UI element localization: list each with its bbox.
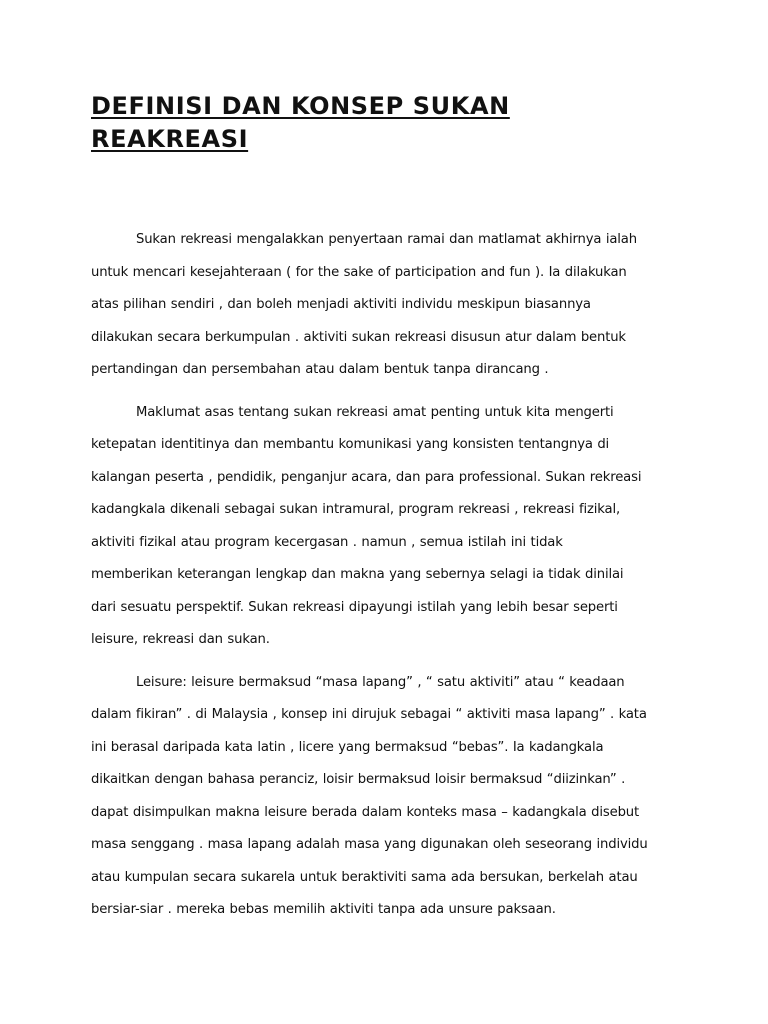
text-line: Leisure: leisure bermaksud “masa lapang” , “ satu aktiviti” atau “ keadaan [136, 674, 625, 690]
text-line: atau kumpulan secara sukarela untuk beraktiviti sama ada bersukan, berkelah atau [91, 869, 638, 885]
title-line-2: REAKREASI [91, 125, 249, 153]
paragraph-2 [91, 397, 691, 657]
text-line: dapat disimpulkan makna leisure berada dalam konteks masa – kadangkala disebut [91, 804, 640, 820]
text-line: dikaitkan dengan bahasa peranciz, loisir bermaksud loisir bermaksud “diizinkan” . [91, 772, 626, 787]
text-line: ini berasal daripada kata latin , licere yang bermaksud “bebas”. Ia kadangkala [91, 739, 604, 755]
text-line: Sukan rekreasi mengalakkan penyertaan ramai dan matlamat akhirnya ialah [136, 232, 637, 247]
text-line: dari sesuatu perspektif. Sukan rekreasi dipayungi istilah yang lebih besar seperti [91, 599, 618, 615]
text-line: Maklumat asas tentang sukan rekreasi amat penting untuk kita mengerti [136, 404, 614, 420]
text-line: kalangan peserta , pendidik, penganjur acara, dan para professional. Sukan rekreasi [91, 469, 642, 485]
paragraph-1 [91, 224, 691, 387]
title-line-1: DEFINISI DAN KONSEP SUKAN [91, 92, 510, 120]
text-line: untuk mencari kesejahteraan ( for the sake of participation and fun ). Ia dilakukan [91, 264, 627, 280]
page-title [91, 90, 651, 156]
text-line: kadangkala dikenali sebagai sukan intramural, program rekreasi , rekreasi fizikal, [91, 502, 620, 517]
text-line: aktiviti fizikal atau program kecergasan . namun , semua istilah ini tidak [91, 534, 563, 550]
text-line: atas pilihan sendiri , dan boleh menjadi aktiviti individu meskipun biasannya [91, 297, 591, 312]
text-line: leisure, rekreasi dan sukan. [91, 632, 270, 647]
text-line: pertandingan dan persembahan atau dalam bentuk tanpa dirancang . [91, 362, 549, 377]
paragraph-3 [91, 667, 691, 927]
text-line: dalam fikiran” . di Malaysia , konsep ini dirujuk sebagai “ aktiviti masa lapang” . kata [91, 707, 647, 722]
text-line: dilakukan secara berkumpulan . aktiviti sukan rekreasi disusun atur dalam bentuk [91, 329, 626, 345]
text-line: memberikan keterangan lengkap dan makna yang sebernya selagi ia tidak dinilai [91, 567, 624, 582]
text-line: bersiar-siar . mereka bebas memilih aktiviti tanpa ada unsure paksaan. [91, 902, 556, 917]
text-line: ketepatan identitinya dan membantu komunikasi yang konsisten tentangnya di [91, 437, 610, 452]
text-line: masa senggang . masa lapang adalah masa yang digunakan oleh seseorang individu [91, 837, 648, 852]
document-body [91, 224, 691, 937]
